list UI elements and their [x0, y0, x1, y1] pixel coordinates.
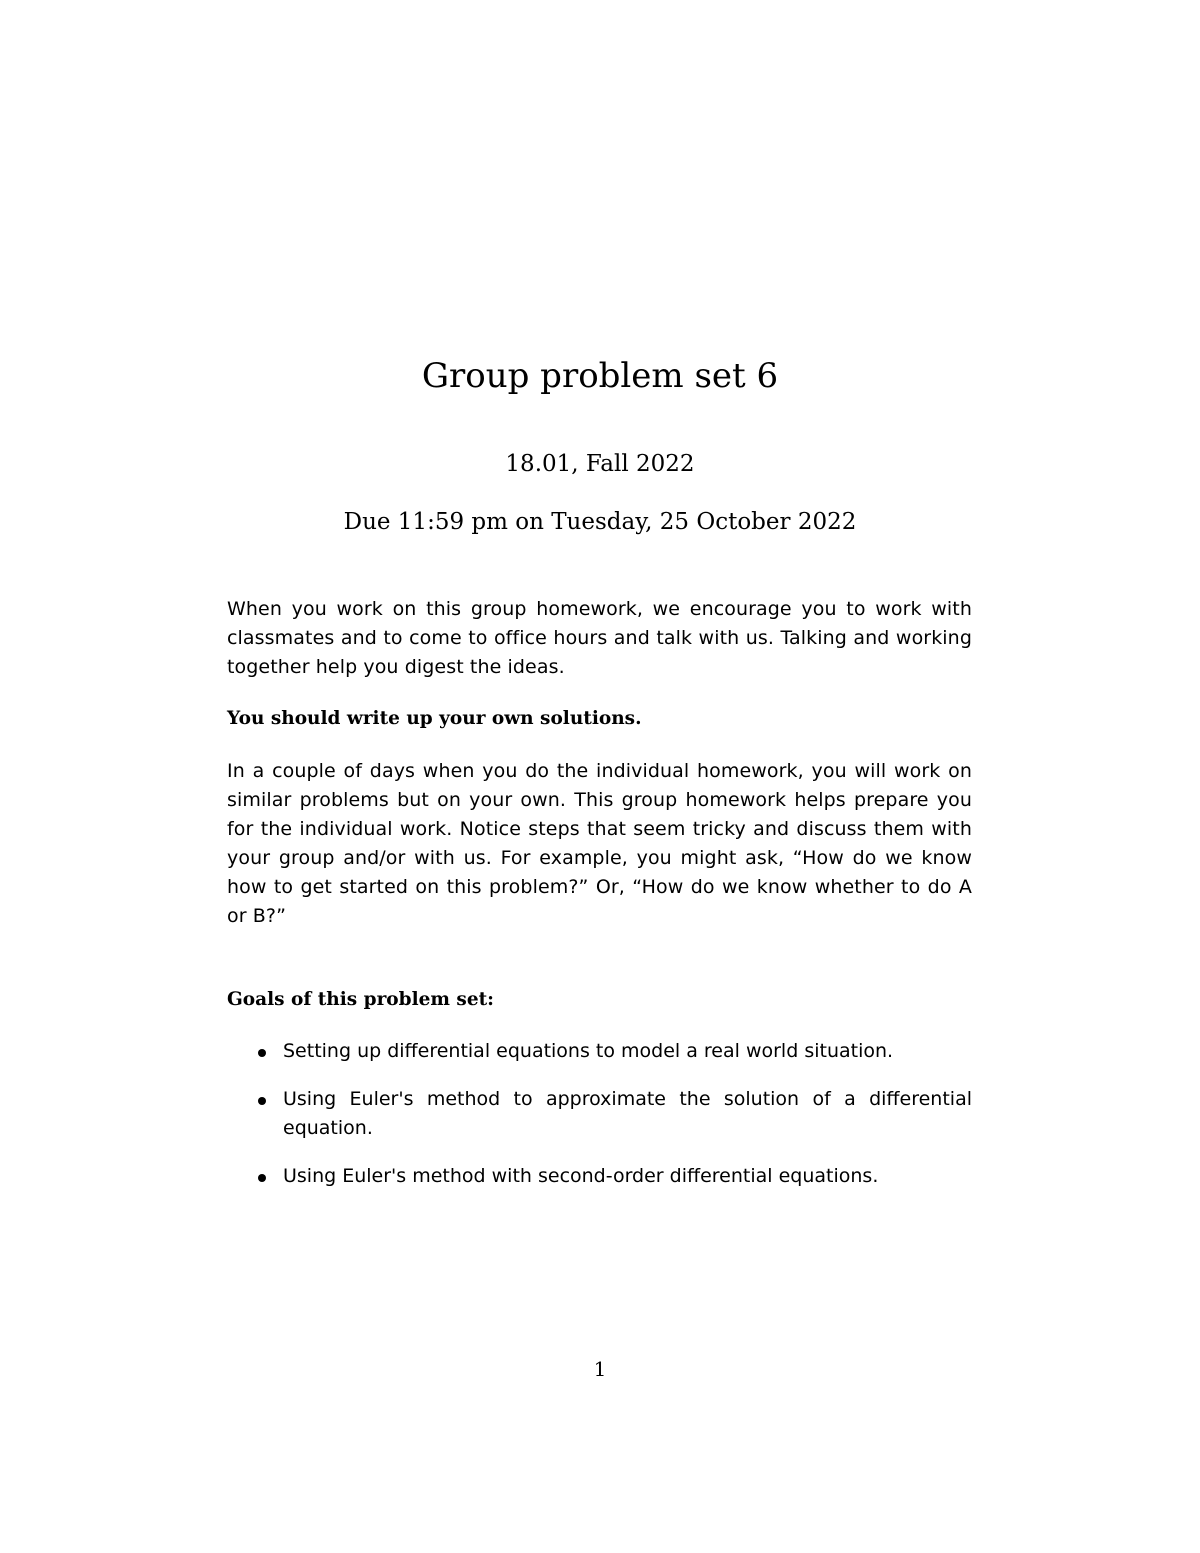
- goal-text: Using Euler's method with second-order differential equations.: [283, 1165, 879, 1187]
- bullet-icon: [258, 1049, 266, 1057]
- instructions-paragraph: In a couple of days when you do the individual homework, you will work on similar problems but on your own. This group homework helps prepare you for the individual work. Notice steps that seem tricky and discuss them with your group and/or with us. For example, you might ask, “How do we know how to get started on this problem?” Or, “How do we know whether to do A or B?”: [227, 760, 972, 927]
- page-title: Group problem set 6: [421, 356, 779, 396]
- bullet-icon: [258, 1097, 266, 1105]
- list-item: [227, 1162, 972, 1191]
- course-label: 18.01, Fall 2022: [505, 451, 695, 477]
- list-item: [227, 1037, 972, 1066]
- goals-list: [227, 1037, 972, 1210]
- bullet-icon: [258, 1174, 266, 1182]
- list-item: [227, 1085, 972, 1143]
- emphasis-statement: You should write up your own solutions.: [227, 708, 642, 729]
- due-date: Due 11:59 pm on Tuesday, 25 October 2022: [343, 509, 857, 535]
- goals-heading: Goals of this problem set:: [227, 989, 494, 1010]
- goal-text: Using Euler's method to approximate the solution of a differential equation.: [283, 1088, 972, 1139]
- page-number: 1: [593, 1357, 607, 1381]
- intro-paragraph: When you work on this group homework, we encourage you to work with classmates and to come to office hours and talk with us. Talking and working together help you digest the ideas.: [227, 598, 972, 678]
- goal-text: Setting up differential equations to model a real world situation.: [283, 1040, 894, 1062]
